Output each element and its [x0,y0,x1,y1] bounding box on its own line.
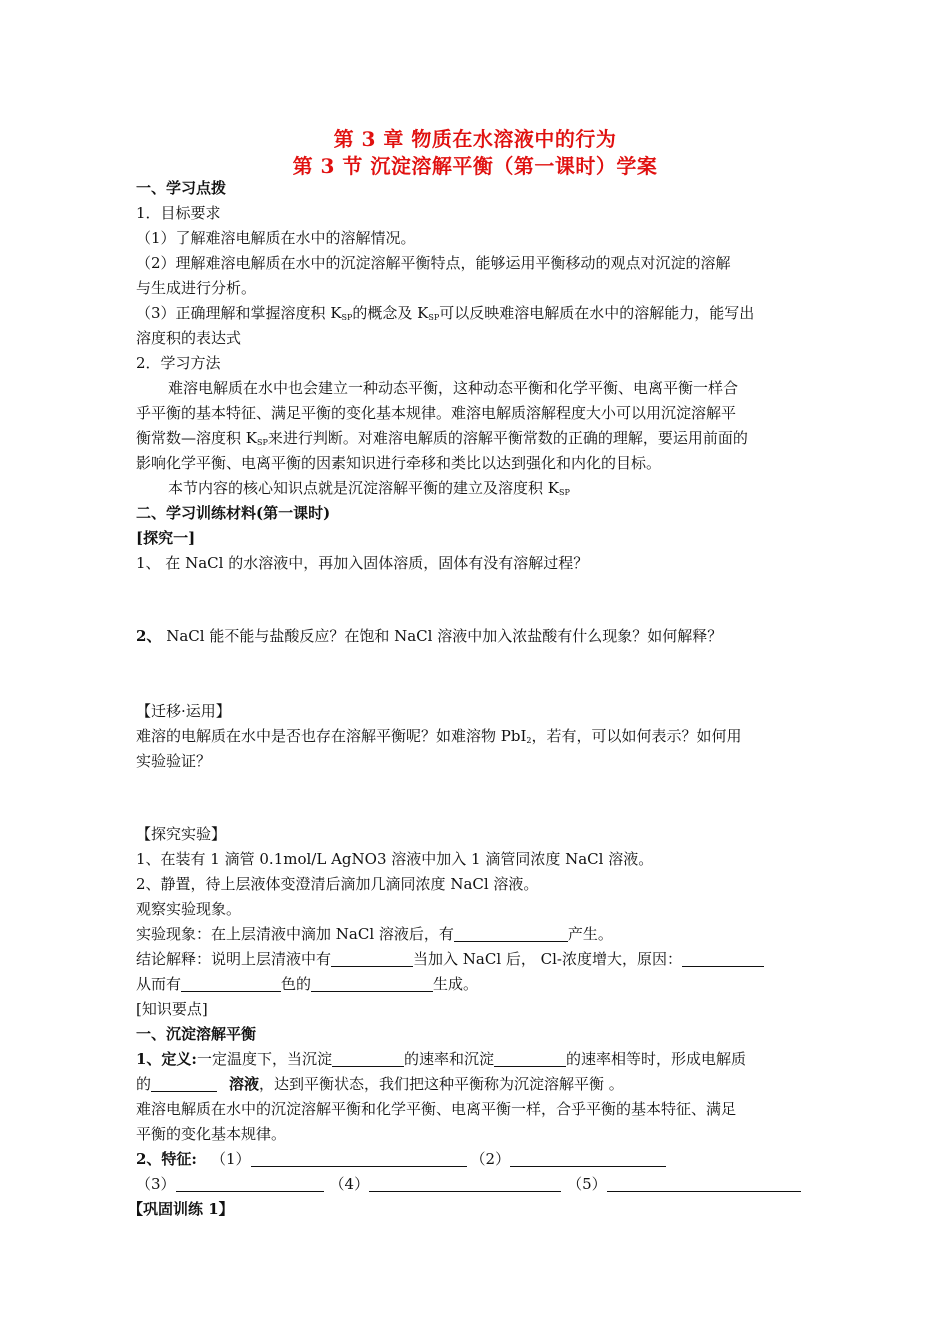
goal-2-line1: （2）理解难溶电解质在水中的沉淀溶解平衡特点，能够运用平衡移动的观点对沉淀的溶解 [136,254,731,272]
feature-3-label: （3） [136,1175,176,1193]
experiment-observe: 观察实验现象。 [136,900,242,918]
feature-2-label: （2） [470,1150,511,1168]
definition2-text-b: ，达到平衡状态，我们把这种平衡称为沉淀溶解平衡 。 [259,1075,624,1093]
answer-blank[interactable] [251,1151,467,1167]
definition-label: 1、定义: [136,1050,197,1068]
answer-blank[interactable] [311,976,433,992]
answer-blank[interactable] [151,1076,217,1092]
knowledge-section1: 一、沉淀溶解平衡 [136,1025,257,1043]
answer-blank[interactable] [454,926,568,942]
question-2 [136,626,722,646]
conclusion-text-a: 结论解释：说明上层清液中有 [136,950,332,968]
definition-line2 [136,1074,624,1094]
conclusion2-text-b: 色的 [281,975,312,993]
question-2-text: NaCl 能不能与盐酸反应？在饱和 NaCl 溶液中加入浓盐酸有什么现象？如何解释？ [161,627,723,645]
answer-blank[interactable] [607,1176,801,1192]
transfer-text-b: ，若有，可以如何表示？如何用 [531,727,742,745]
feature-5-label: （5） [567,1175,607,1193]
method-paragraph-line1: 难溶电解质在水中也会建立一种动态平衡，这种动态平衡和化学平衡、电离平衡一样合 [168,379,739,397]
definition2-text-a: 的 [136,1075,152,1093]
feature-4-label: （4） [329,1175,370,1193]
goal-3-text-c: 可以反映难溶电解质在水中的溶解能力，能写出 [439,304,755,322]
definition2-bold: 溶液 [229,1075,260,1093]
ksp-subscript: SP [558,488,570,497]
explore1-label: [探究一] [136,529,196,547]
goal-3-text-b: 的概念及 K [352,304,429,322]
features-label: 2、特征: [136,1150,197,1168]
ksp-subscript: SP [428,313,440,322]
transfer-line2: 实验验证？ [136,752,212,770]
conclusion-text-b: 当加入 NaCl 后， Cl-浓度增大，原因： [413,950,683,968]
experiment-label: 【探究实验】 [136,825,227,843]
knowledge-heading: [知识要点] [136,1000,208,1018]
method-line3-b: 来进行判断。对难溶电解质的溶解平衡常数的正确的理解，要运用前面的 [267,429,748,447]
conclusion-line2 [136,974,478,994]
answer-blank[interactable] [181,976,281,992]
subscript-2: 2 [526,736,532,745]
goal-heading: 1．目标要求 [136,204,221,222]
answer-blank[interactable] [682,951,764,967]
ksp-subscript: SP [256,438,268,447]
feature-1-label: （1） [210,1150,251,1168]
definition-text-b: 的速率和沉淀 [404,1050,495,1068]
ksp-subscript: SP [341,313,353,322]
answer-blank[interactable] [494,1051,566,1067]
goal-3-line1 [136,303,754,328]
answer-blank[interactable] [332,1051,404,1067]
definition-line1 [136,1049,746,1069]
question-1: 1、 在 NaCl 的水溶液中，再加入固体溶质，固体有没有溶解过程？ [136,554,589,572]
method-paragraph-line3 [136,428,748,453]
answer-blank[interactable] [176,1176,324,1192]
phenomenon-text-b: 产生。 [567,925,613,943]
goal-2-line2: 与生成进行分析。 [136,279,257,297]
section-title: 第 3 节 沉淀溶解平衡（第一课时）学案 [292,154,658,178]
conclusion2-text-c: 生成。 [433,975,479,993]
part2-heading: 二、学习训练材料(第一课时) [136,504,331,522]
method-line3-a: 衡常数—溶度积 K [136,429,257,447]
conclusion2-text-a: 从而有 [136,975,182,993]
consolidate-label: 【巩固训练 1】 [128,1200,234,1218]
transfer-line1 [136,726,742,751]
method-paragraph-line2: 乎平衡的基本特征、满足平衡的变化基本规律。难溶电解质溶解程度大小可以用沉淀溶解平 [136,404,737,422]
goal-1: （1）了解难溶电解质在水中的溶解情况。 [136,229,416,247]
method-paragraph-line4: 影响化学平衡、电离平衡的因素知识进行牵移和类比以达到强化和内化的目标。 [136,454,662,472]
transfer-label: 【迁移·运用】 [136,702,231,720]
chapter-title: 第 3 章 物质在水溶液中的行为 [333,127,617,151]
features-line1 [136,1149,666,1169]
answer-blank[interactable] [331,951,413,967]
method-paragraph2 [168,478,570,503]
goal-3-text-a: （3）正确理解和掌握溶度积 K [136,304,342,322]
phenomenon-text-a: 实验现象：在上层清液中滴加 NaCl 溶液后，有 [136,925,454,943]
experiment-phenomenon [136,924,613,944]
experiment-step-2: 2、静置，待上层液体变澄清后滴加几滴同浓度 NaCl 溶液。 [136,875,539,893]
method-p2-text: 本节内容的核心知识点就是沉淀溶解平衡的建立及溶度积 K [168,479,559,497]
definition-text-c: 的速率相等时，形成电解质 [566,1050,747,1068]
method-heading: 2．学习方法 [136,354,221,372]
features-line2 [136,1174,801,1194]
note-line2: 平衡的变化基本规律。 [136,1125,287,1143]
note-line1: 难溶电解质在水中的沉淀溶解平衡和化学平衡、电离平衡一样，合乎平衡的基本特征、满足 [136,1100,737,1118]
goal-3-line2: 溶度积的表达式 [136,329,242,347]
transfer-text-a: 难溶的电解质在水中是否也存在溶解平衡呢？如难溶物 PbI [136,727,527,745]
answer-blank[interactable] [510,1151,666,1167]
part1-heading: 一、学习点拨 [136,179,227,197]
answer-blank[interactable] [369,1176,561,1192]
definition-text-a: 一定温度下，当沉淀 [196,1050,332,1068]
experiment-step-1: 1、在装有 1 滴管 0.1mol/L AgNO3 溶液中加入 1 滴管同浓度 NaCl 溶液。 [136,850,654,868]
question-2-number: 2、 [136,627,162,645]
conclusion-line1 [136,949,764,969]
